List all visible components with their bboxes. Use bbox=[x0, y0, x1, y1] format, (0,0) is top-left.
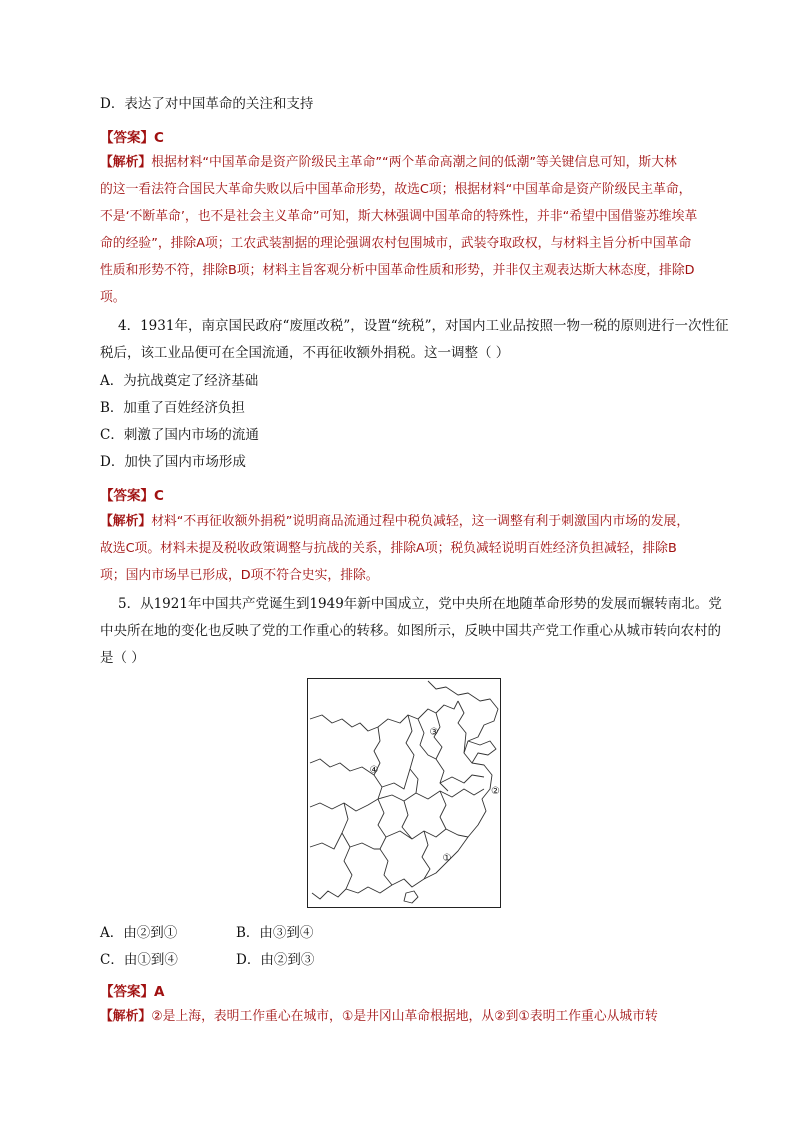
q4-option-d: D．加快了国内市场形成 bbox=[100, 454, 246, 470]
china-map-figure bbox=[307, 678, 501, 908]
boundary bbox=[310, 799, 378, 811]
map-marker-4: ④ bbox=[369, 765, 379, 776]
q4-analysis-line-3: 项；国内市场早已形成，D项不符合史实，排除。 bbox=[100, 568, 379, 583]
prev-analysis-line-2: 的这一看法符合国民大革命失败以后中国革命形势，故选C项；根据材料“中国革命是资产阶级民主革命， bbox=[100, 182, 692, 197]
china-map-drawing bbox=[308, 679, 500, 907]
q5-stem-line-2: 中央所在地的变化也反映了党的工作重心的转移。如图所示，反映中国共产党工作重心从城市转向农村的 bbox=[100, 623, 721, 639]
q5-analysis-line-1: 【解析】②是上海，表明工作重心在城市，①是井冈山革命根据地，从②到①表明工作重心从城市转 bbox=[100, 1009, 658, 1024]
map-marker-2: ② bbox=[491, 786, 500, 797]
prev-analysis-line-4: 命的经验”，排除A项；工农武装割据的理论强调农村包围城市，武装夺取政权，与材料主旨分析中国革命 bbox=[100, 236, 692, 251]
q4-option-c: C．刺激了国内市场的流通 bbox=[100, 427, 259, 443]
map-outline bbox=[312, 681, 498, 899]
map-marker-1: ① bbox=[442, 853, 452, 864]
boundary bbox=[378, 701, 458, 727]
boundary bbox=[374, 727, 382, 799]
boundary bbox=[468, 741, 496, 763]
circled-marker: ② bbox=[151, 1009, 163, 1024]
boundary bbox=[434, 713, 448, 791]
answer-label: 【答案】 bbox=[100, 130, 154, 146]
boundary bbox=[310, 715, 378, 731]
answer-value: A bbox=[154, 984, 165, 1000]
prev-analysis-line-6: 项。 bbox=[100, 290, 126, 305]
answer-value: C bbox=[154, 130, 164, 146]
boundary bbox=[406, 715, 418, 793]
boundary bbox=[382, 769, 410, 789]
island bbox=[404, 891, 418, 903]
q4-stem-line-2: 税后，该工业品便可在全国流通，不再征收额外捐税。这一调整（ ） bbox=[100, 345, 510, 361]
q5-option-c: C．由①到④ bbox=[100, 952, 178, 968]
boundary bbox=[378, 789, 484, 801]
q5-stem-line-1: 5．从1921年中国共产党诞生到1949年新中国成立，党中央所在地随革命形势的发展而辗转南北。党 bbox=[118, 596, 722, 612]
boundary bbox=[458, 701, 466, 753]
prev-analysis-line-1: 【解析】根据材料“中国革命是资产阶级民主革命”“两个革命高潮之间的低潮”等关键信息可知，斯大林 bbox=[100, 155, 677, 170]
boundary bbox=[310, 833, 342, 849]
boundary bbox=[440, 791, 446, 829]
analysis-label: 【解析】 bbox=[100, 514, 152, 529]
circled-marker: ② bbox=[494, 1009, 506, 1024]
q5-answer bbox=[100, 983, 164, 1001]
q4-analysis-line-2: 故选C项。材料未提及税收政策调整与抗战的关系，排除A项；税负减轻说明百姓经济负担减轻，排除B bbox=[100, 541, 677, 556]
q4-answer bbox=[100, 487, 164, 505]
boundary bbox=[418, 719, 436, 759]
prev-analysis-line-3: 不是‘不断革命’，也不是社会主义革命”可知，斯大林强调中国革命的特殊性，并非“希望中国借鉴苏维埃革 bbox=[100, 209, 698, 224]
circled-marker: ① bbox=[518, 1009, 530, 1024]
q4-analysis-line-1: 【解析】材料“不再征收额外捐税”说明商品流通过程中税负减轻，这一调整有利于刺激国内市场的发展， bbox=[100, 514, 690, 529]
q4-stem-line-1: 4．1931年，南京国民政府“废厘改税”，设置“统税”，对国内工业品按照一物一税的原则进行一次性征 bbox=[118, 318, 729, 334]
circled-marker: ① bbox=[341, 1009, 354, 1024]
q5-stem-line-3: 是（ ） bbox=[100, 650, 145, 666]
boundary bbox=[440, 775, 484, 783]
boundary bbox=[378, 799, 392, 885]
analysis-label: 【解析】 bbox=[100, 155, 152, 170]
analysis-label: 【解析】 bbox=[100, 1009, 152, 1024]
q4-option-b: B．加重了百姓经济负担 bbox=[100, 400, 245, 416]
boundary bbox=[386, 829, 468, 839]
q4-option-a: A．为抗战奠定了经济基础 bbox=[100, 373, 259, 389]
boundary bbox=[310, 759, 374, 775]
prev-option-d: D．表达了对中国革命的关注和支持 bbox=[100, 96, 314, 112]
map-marker-3: ③ bbox=[429, 727, 439, 738]
boundary bbox=[422, 831, 430, 879]
q5-option-a: A．由②到① bbox=[100, 925, 178, 941]
boundary bbox=[342, 803, 352, 889]
boundary bbox=[350, 843, 380, 849]
answer-value: C bbox=[154, 488, 164, 504]
prev-answer bbox=[100, 129, 164, 147]
prev-analysis-line-5: 性质和形势不符，排除B项；材料主旨客观分析中国革命性质和形势，并非仅主观表达斯大林态度，排除D bbox=[100, 263, 695, 278]
answer-label: 【答案】 bbox=[100, 488, 154, 504]
answer-label: 【答案】 bbox=[100, 984, 154, 1000]
q5-option-b: B．由③到④ bbox=[236, 925, 314, 941]
q5-option-d: D．由②到③ bbox=[236, 952, 315, 968]
